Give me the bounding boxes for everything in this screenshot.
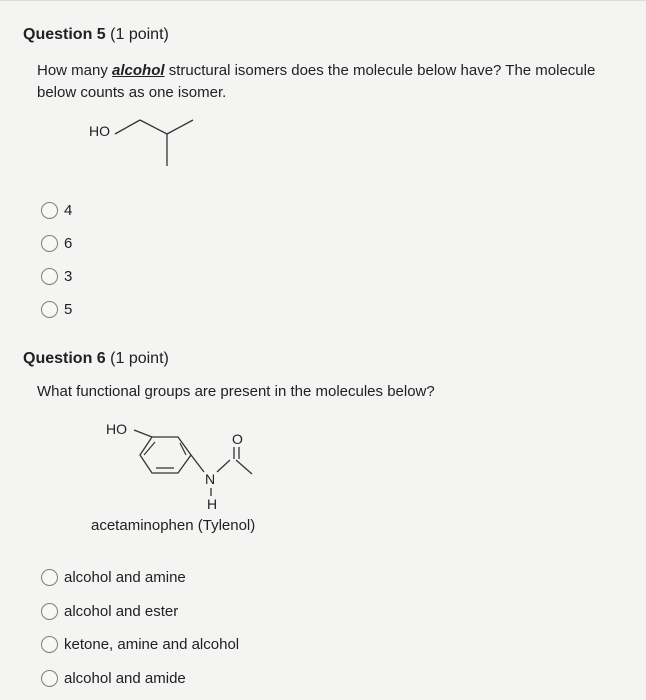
question-5-number: Question 5: [23, 26, 106, 43]
question-5-text-part: structural isomers does the molecule below have? The molecule: [164, 62, 596, 79]
question-6-title: [23, 350, 169, 368]
bond: [167, 120, 193, 134]
bond: [115, 120, 140, 134]
option-label: 5: [64, 301, 73, 318]
radio-button[interactable]: [41, 235, 58, 252]
option-label: 4: [64, 202, 73, 219]
radio-button[interactable]: [41, 301, 58, 318]
option-label: ketone, amine and alcohol: [64, 636, 240, 653]
option-label: 3: [64, 268, 73, 285]
bond: [140, 120, 167, 134]
question-5-text-part: How many: [37, 62, 113, 79]
molecule-o-label: O: [232, 431, 243, 447]
question-5-text-line2: below counts as one isomer.: [37, 84, 227, 101]
molecule-n-label: N: [205, 471, 216, 487]
molecule-h-label: H: [207, 496, 218, 512]
q6-option-3[interactable]: [41, 636, 239, 653]
question-6-text: What functional groups are present in the molecules below?: [37, 383, 435, 400]
q6-option-2[interactable]: [41, 603, 178, 620]
question-6-molecule: [100, 412, 280, 522]
top-divider: [0, 0, 646, 1]
q5-option-2[interactable]: [41, 235, 72, 252]
question-5-points: (1 point): [110, 26, 169, 43]
option-label: alcohol and amide: [64, 670, 186, 687]
question-6-number: Question 6: [23, 350, 106, 367]
question-5-keyword: alcohol: [112, 62, 165, 79]
radio-button[interactable]: [41, 202, 58, 219]
q6-option-1[interactable]: [41, 569, 186, 586]
radio-button[interactable]: [41, 670, 58, 687]
molecule-ho-label: HO: [106, 421, 127, 437]
question-5-text: [37, 60, 637, 104]
bond: [191, 455, 204, 472]
question-5-title: [23, 26, 169, 44]
radio-button[interactable]: [41, 268, 58, 285]
bond: [217, 460, 230, 472]
q5-option-3[interactable]: [41, 268, 72, 285]
question-6-points: (1 point): [110, 350, 169, 367]
option-label: 6: [64, 235, 73, 252]
question-5-molecule: [85, 108, 265, 178]
q6-option-4[interactable]: [41, 670, 186, 687]
q5-option-4[interactable]: [41, 301, 72, 318]
radio-button[interactable]: [41, 603, 58, 620]
radio-button[interactable]: [41, 636, 58, 653]
molecule-caption: acetaminophen (Tylenol): [91, 517, 256, 534]
bond: [236, 460, 252, 474]
molecule-ho-label: HO: [89, 123, 110, 139]
radio-button[interactable]: [41, 569, 58, 586]
q5-option-1[interactable]: [41, 202, 72, 219]
bond: [134, 430, 152, 437]
option-label: alcohol and ester: [64, 603, 179, 620]
option-label: alcohol and amine: [64, 569, 186, 586]
double-bond: [144, 442, 155, 455]
